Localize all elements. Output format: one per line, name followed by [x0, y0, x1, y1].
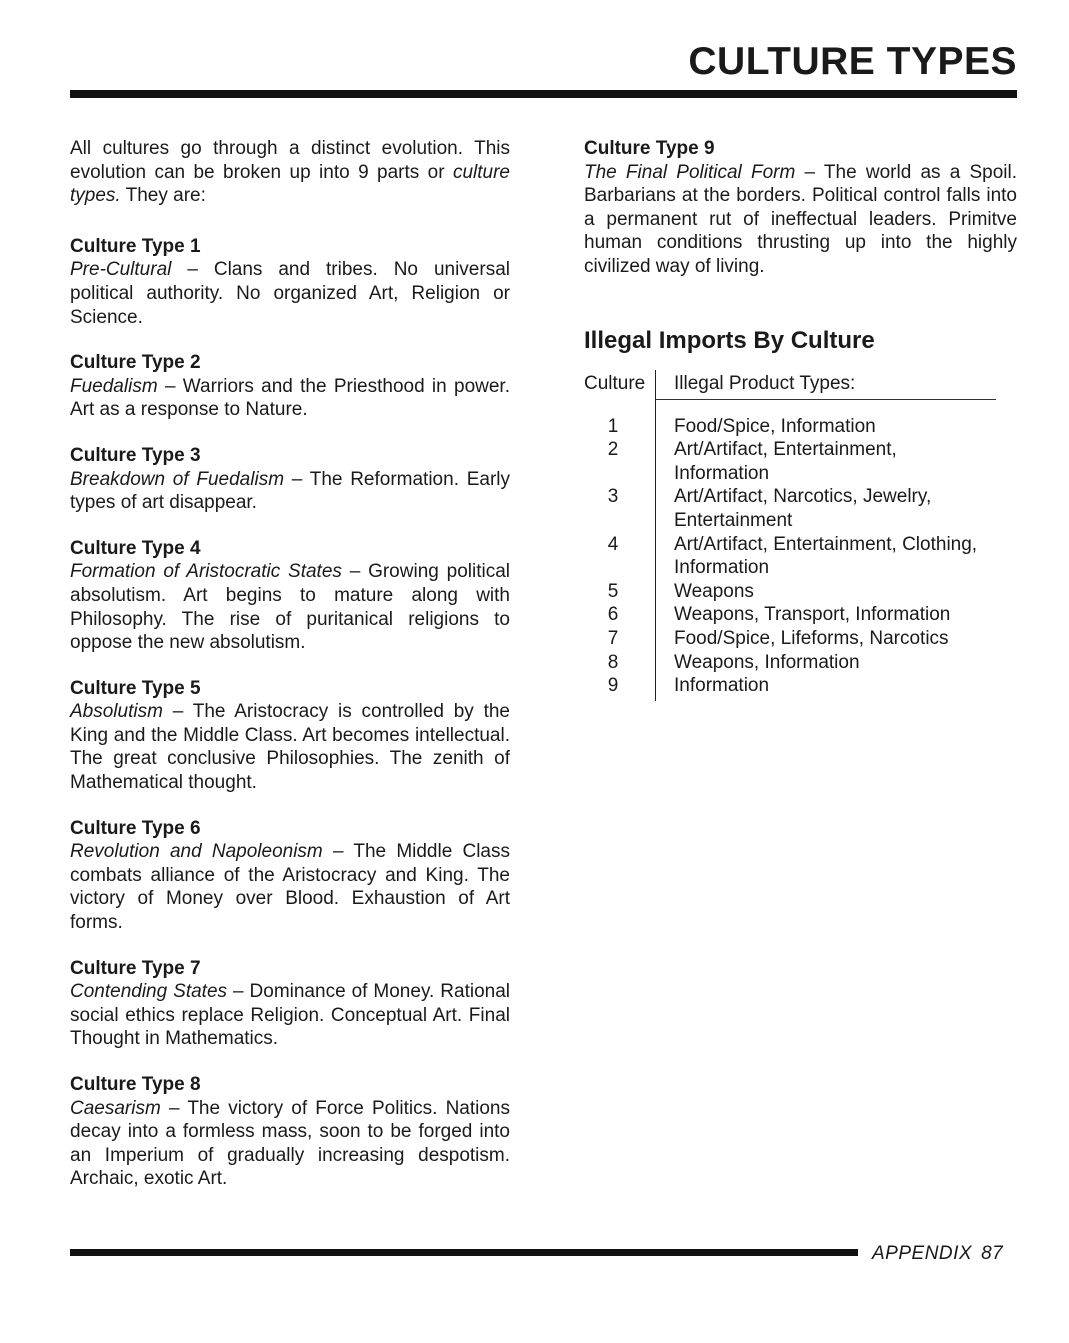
table-divider	[655, 370, 656, 701]
culture-number: 7	[607, 627, 619, 649]
product-types: Food/Spice, Information	[674, 415, 876, 437]
culture-type-description	[70, 700, 510, 794]
culture-type-heading: Culture Type 2	[70, 352, 201, 374]
culture-type-6	[70, 817, 510, 935]
product-types: Information	[674, 675, 770, 697]
culture-type-name: Formation of Aristocratic States	[70, 561, 342, 583]
culture-type-description	[70, 560, 510, 654]
title-rule	[70, 90, 1017, 98]
culture-type-name: Fuedalism	[70, 375, 158, 397]
page-title: CULTURE TYPES	[688, 40, 1017, 83]
culture-type-8	[70, 1073, 510, 1191]
table-row	[584, 438, 996, 485]
culture-number: 2	[607, 439, 619, 461]
culture-type-heading: Culture Type 8	[70, 1074, 201, 1095]
culture-type-text: – The Reformation. Early types of art disappear.	[70, 468, 510, 514]
culture-type-name: Revolution and Napoleonism	[70, 841, 323, 863]
culture-type-description	[70, 840, 510, 934]
culture-type-text: – Warriors and the Priesthood in power. Art as a response to Nature.	[70, 375, 510, 421]
intro-italic: culture types.	[70, 161, 510, 207]
culture-type-text: – Growing political absolutism. Art begins to mature along with Philosophy. The rise of puritanical religions to oppose the new absolutism.	[70, 561, 510, 654]
culture-type-heading: Culture Type 4	[70, 537, 201, 559]
culture-type-name: The Final Political Form	[584, 161, 796, 183]
intro-text: All cultures go through a distinct evolution. This evolution can be broken up into 9 parts or	[70, 138, 510, 183]
table-row	[584, 651, 996, 675]
product-types: Art/Artifact, Entertainment, Information	[674, 439, 897, 484]
culture-type-name: Pre-Cultural	[70, 259, 172, 281]
culture-type-3	[70, 444, 510, 515]
culture-type-text: – The Middle Class combats alliance of the Aristocracy and King. The victory of Money over Blood. Exhaustion of Art forms.	[70, 841, 510, 934]
product-types: Weapons, Information	[674, 651, 860, 673]
product-types: Art/Artifact, Narcotics, Jewelry, Entertainment	[674, 486, 932, 531]
page-number: 87	[981, 1243, 1004, 1264]
table-row	[584, 674, 996, 698]
culture-type-text: – The world as a Spoil. Barbarians at the borders. Political control falls into a permanent rut of ineffectual leaders. Primitve human conditions thrusting up into the highly civilized way of living.	[584, 161, 1018, 277]
table-row	[584, 415, 996, 439]
footer-section: APPENDIX	[872, 1243, 973, 1264]
culture-number: 4	[607, 533, 619, 555]
culture-type-text: – The Aristocracy is controlled by the King and the Middle Class. Art becomes intellectual. The great conclusive Philosophies. The zenith of Mathematical thought.	[70, 701, 510, 794]
footer-rule	[70, 1249, 858, 1256]
table-row	[584, 485, 996, 532]
culture-type-name: Breakdown of Fuedalism	[70, 468, 285, 490]
product-types: Art/Artifact, Entertainment, Clothing, Information	[674, 533, 978, 579]
culture-type-4	[70, 537, 510, 655]
intro-paragraph	[70, 137, 510, 208]
culture-type-heading: Culture Type 7	[70, 957, 201, 979]
culture-type-name: Absolutism	[70, 701, 163, 723]
table-row	[584, 580, 996, 604]
table-row	[584, 603, 996, 627]
culture-type-7	[70, 957, 510, 1051]
culture-type-name: Contending States	[70, 981, 228, 1003]
intro-tail: They are:	[120, 185, 206, 207]
culture-type-text: – Clans and tribes. No universal political authority. No organized Art, Religion or Science.	[70, 259, 510, 328]
imports-table	[584, 370, 996, 698]
culture-type-text: – Dominance of Money. Rational social ethics replace Religion. Conceptual Art. Final Thought in Mathematics.	[70, 981, 510, 1050]
header-product-types: Illegal Product Types:	[674, 372, 856, 394]
page-footer	[872, 1243, 1003, 1265]
culture-number: 9	[607, 675, 619, 697]
culture-type-description	[70, 1097, 510, 1191]
culture-type-heading: Culture Type 3	[70, 444, 201, 466]
left-column	[70, 137, 510, 1213]
culture-type-heading: Culture Type 9	[584, 138, 715, 159]
culture-type-description	[70, 375, 510, 422]
culture-number: 1	[607, 415, 619, 437]
culture-type-description	[70, 980, 510, 1051]
culture-type-name: Caesarism	[70, 1097, 161, 1119]
culture-number: 3	[607, 486, 619, 508]
culture-type-5	[70, 677, 510, 795]
culture-type-1	[70, 235, 510, 329]
table-row	[584, 533, 996, 580]
product-types: Food/Spice, Lifeforms, Narcotics	[674, 627, 949, 649]
header-culture: Culture	[584, 372, 646, 394]
product-types: Weapons	[674, 580, 754, 602]
culture-type-heading: Culture Type 6	[70, 817, 201, 839]
culture-type-description	[584, 161, 1017, 279]
imports-heading: Illegal Imports By Culture	[584, 326, 875, 354]
right-column	[584, 137, 1017, 698]
culture-type-text: – The victory of Force Politics. Nations decay into a formless mass, soon to be forged into an Imperium of gradually increasing despotism. Archaic, exotic Art.	[70, 1097, 510, 1190]
culture-type-2	[70, 351, 510, 422]
table-body	[584, 400, 996, 698]
table-header	[584, 370, 996, 400]
culture-number: 6	[607, 604, 619, 626]
culture-type-description	[70, 468, 510, 515]
culture-type-heading: Culture Type 1	[70, 235, 201, 257]
culture-number: 8	[607, 651, 619, 673]
table-row	[584, 627, 996, 651]
culture-type-description	[70, 258, 510, 329]
culture-type-heading: Culture Type 5	[70, 677, 201, 699]
culture-number: 5	[607, 580, 619, 602]
product-types: Weapons, Transport, Information	[674, 604, 951, 626]
culture-type-9	[584, 137, 1017, 279]
